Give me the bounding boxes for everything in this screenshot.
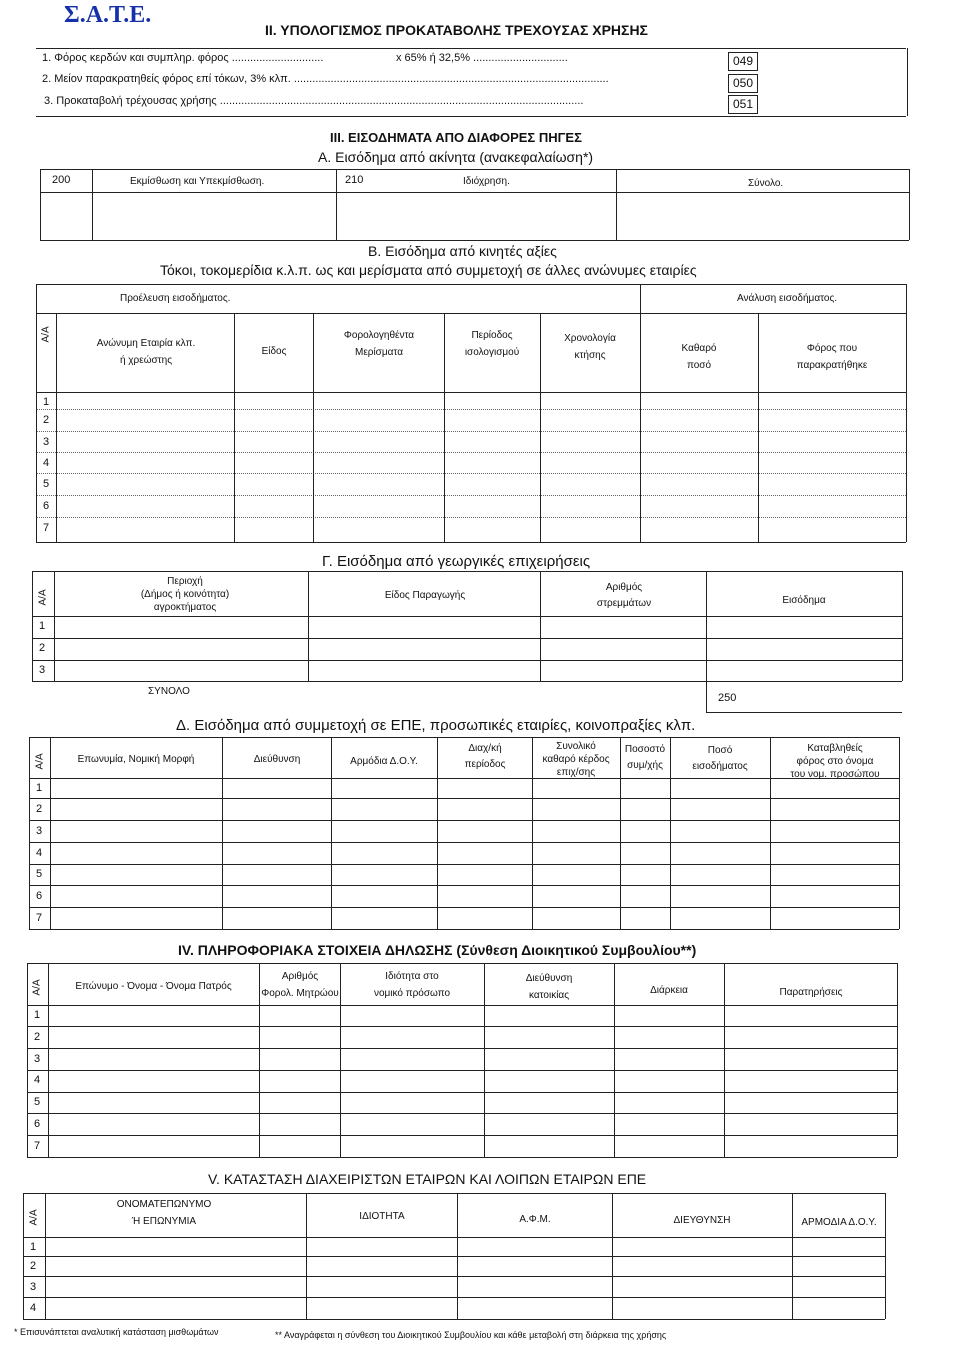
iv-row-num: 1 xyxy=(33,1009,41,1021)
iv-col-address: Διεύθυνση κατοικίας xyxy=(525,973,573,1001)
d-row-num: 7 xyxy=(35,912,43,924)
section-iii-title: ΙΙΙ. ΕΙΣΟΔΗΜΑΤΑ ΑΠΟ ΔΙΑΦΟΡΕΣ ΠΗΓΕΣ xyxy=(330,130,582,145)
v-row-num: 1 xyxy=(29,1241,37,1253)
b-aa-header: Α/Α xyxy=(40,326,52,343)
b-col-type: Είδος xyxy=(261,346,287,357)
d-aa-header: Α/Α xyxy=(34,753,46,770)
ii-line-2: 2. Μείον παρακρατηθείς φόρος επί τόκων, 3% κλπ. ....................................................................................................... xyxy=(42,73,609,85)
b-col-acq-date: Χρονολογία κτήσης xyxy=(564,333,616,361)
footnote-board: ** Αναγράφεται η σύνθεση του Διοικητικού Συμβουλίου και κάθε μεταβολή στη διάρκεια της χρήσης xyxy=(275,1330,667,1340)
code-200: 200 xyxy=(52,174,71,186)
d-col-profit: Συνολικό καθαρό κέρδος επιχ/σης xyxy=(542,741,610,778)
b-row-num: 7 xyxy=(42,522,50,534)
iv-col-duration: Διάρκεια xyxy=(650,985,688,996)
v-col-name: ΟΝΟΜΑΤΕΠΩΝΥΜΟ Ή ΕΠΩΝΥΜΙΑ xyxy=(116,1199,212,1227)
b-row-num: 6 xyxy=(42,500,50,512)
v-row-num: 2 xyxy=(29,1260,37,1272)
d-row-num: 3 xyxy=(35,825,43,837)
g-col-area: Περιοχή (Δήμος ή κοινότητα) αγροκτήματος xyxy=(140,576,230,613)
g-row-num: 2 xyxy=(38,642,46,654)
g-col-production: Είδος Παραγωγής xyxy=(384,590,466,601)
d-col-period: Διαχ/κή περίοδος xyxy=(464,743,506,770)
logo: Σ.Α.Τ.Ε. xyxy=(64,2,152,28)
code-049-field[interactable]: 049 xyxy=(728,52,758,71)
iv-col-remarks: Παρατηρήσεις xyxy=(779,987,843,998)
self-use-value-field[interactable] xyxy=(337,193,615,239)
iv-row-num: 4 xyxy=(33,1074,41,1086)
rent-value-field[interactable] xyxy=(93,193,335,239)
section-g-title: Γ. Εισόδημα από γεωργικές επιχειρήσεις xyxy=(322,553,591,570)
g-row-num: 3 xyxy=(38,664,46,676)
g-aa-header: Α/Α xyxy=(37,589,49,606)
iv-row-num: 7 xyxy=(33,1140,41,1152)
b-col-period: Περίοδος ισολογισμού xyxy=(464,330,520,358)
d-row-num: 5 xyxy=(35,868,43,880)
d-col-tax-office: Αρμόδια Δ.Ο.Υ. xyxy=(350,756,418,767)
g-col-income: Εισόδημα xyxy=(782,595,826,606)
section-b-subtitle: Τόκοι, τοκομερίδια κ.λ.π. ως και μερίσματα από συμμετοχή σε άλλες ανώνυμες εταιρίες xyxy=(160,262,697,278)
d-row-num: 4 xyxy=(35,847,43,859)
b-col-net: Καθαρό ποσό xyxy=(681,343,717,371)
b-source-label: Προέλευση εισοδήματος. xyxy=(120,293,231,304)
section-iv-title: ΙV. ΠΛΗΡΟΦΟΡΙΑΚΑ ΣΤΟΙΧΕΙΑ ΔΗΛΩΣΗΣ (Σύνθεση Διοικητικού Συμβουλίου**) xyxy=(178,942,697,958)
d-col-name: Επωνυμία, Νομική Μορφή xyxy=(77,754,195,765)
section-d-title: Δ. Εισόδημα από συμμετοχή σε ΕΠΕ, προσωπικές εταιρίες, κοινοπραξίες κλπ. xyxy=(176,717,696,734)
b-col-dividends: Φορολογηθέντα Μερίσματα xyxy=(343,330,415,358)
d-col-amount: Ποσό εισοδήματος xyxy=(692,745,748,772)
g-col-acres: Αριθμός στρεμμάτων xyxy=(596,582,652,609)
code-051-field[interactable]: 051 xyxy=(728,95,758,114)
footnote-rent: * Επισυνάπτεται αναλυτική κατάσταση μισθωμάτων xyxy=(14,1327,219,1337)
iv-col-afm: Αριθμός Φορολ. Μητρώου xyxy=(261,971,339,999)
g-row-num: 1 xyxy=(38,620,46,632)
section-b-title: Β. Εισόδημα από κινητές αξίες xyxy=(368,243,557,259)
d-row-num: 6 xyxy=(35,890,43,902)
b-analysis-label: Ανάλυση εισοδήματος. xyxy=(737,293,838,304)
ii-line-3: 3. Προκαταβολή τρέχουσας χρήσης ....................................................................................................................... xyxy=(44,95,584,107)
ii-line-1: 1. Φόρος κερδών και συμπληρ. φόρος .............................. xyxy=(42,52,324,64)
d-row-num: 2 xyxy=(35,803,43,815)
v-row-num: 3 xyxy=(29,1281,37,1293)
b-row-num: 4 xyxy=(42,457,50,469)
d-col-tax-paid: Καταβληθείς φόρος στο όνομα του νομ. προσώπου xyxy=(790,743,880,780)
iv-col-capacity: Ιδιότητα στο νομικό πρόσωπο xyxy=(373,971,451,999)
d-col-share: Ποσοστό συμ/χής xyxy=(624,744,666,771)
ii-line-1-rate: x 65% ή 32,5% ............................... xyxy=(396,52,568,64)
v-col-tax-office: ΑΡΜΟΔΙΑ Δ.Ο.Υ. xyxy=(801,1217,877,1228)
d-col-address: Διεύθυνση xyxy=(253,754,301,765)
b-row-num: 3 xyxy=(42,436,50,448)
section-ii-title: ΙΙ. ΥΠΟΛΟΓΙΣΜΟΣ ΠΡΟΚΑΤΑΒΟΛΗΣ ΤΡΕΧΟΥΣΑΣ ΧΡΗΣΗΣ xyxy=(265,22,648,38)
v-col-capacity: ΙΔΙΟΤΗΤΑ xyxy=(359,1211,405,1222)
iv-col-name: Επώνυμο - Όνομα - Όνομα Πατρός xyxy=(75,981,232,992)
iv-row-num: 5 xyxy=(33,1096,41,1108)
code-250: 250 xyxy=(718,692,737,704)
iv-aa-header: Α/Α xyxy=(31,979,43,996)
v-col-afm: Α.Φ.Μ. xyxy=(519,1214,551,1225)
section-a-title: Α. Εισόδημα από ακίνητα (ανακεφαλαίωση*) xyxy=(318,149,594,165)
b-row-num: 5 xyxy=(42,478,50,490)
v-aa-header: Α/Α xyxy=(28,1209,40,1226)
rent-label: Εκμίσθωση και Υπεκμίσθωση. xyxy=(130,176,265,187)
code-050-field[interactable]: 050 xyxy=(728,74,758,93)
total-label: Σύνολο. xyxy=(748,178,784,189)
v-col-address: ΔΙΕΥΘΥΝΣΗ xyxy=(673,1215,731,1226)
g-total-field[interactable] xyxy=(740,684,900,710)
iv-row-num: 3 xyxy=(33,1053,41,1065)
b-row-num: 2 xyxy=(42,414,50,426)
self-use-label: Ιδιόχρηση. xyxy=(463,176,510,187)
iv-row-num: 6 xyxy=(33,1118,41,1130)
b-col-withheld: Φόρος που παρακρατήθηκε xyxy=(796,343,868,371)
section-v-title: V. ΚΑΤΑΣΤΑΣΗ ΔΙΑΧΕΙΡΙΣΤΩΝ ΕΤΑΙΡΩΝ ΚΑΙ ΛΟΙΠΩΝ ΕΤΑΙΡΩΝ ΕΠΕ xyxy=(208,1171,647,1187)
v-row-num: 4 xyxy=(29,1302,37,1314)
code-210: 210 xyxy=(345,174,364,186)
total-value-field[interactable] xyxy=(617,193,908,239)
b-col-company: Ανώνυμη Εταιρία κλπ. ή χρεώστης xyxy=(96,338,196,366)
d-row-num: 1 xyxy=(35,782,43,794)
g-total-label: ΣΥΝΟΛΟ xyxy=(148,686,190,697)
b-row-num: 1 xyxy=(42,396,50,408)
iv-row-num: 2 xyxy=(33,1031,41,1043)
